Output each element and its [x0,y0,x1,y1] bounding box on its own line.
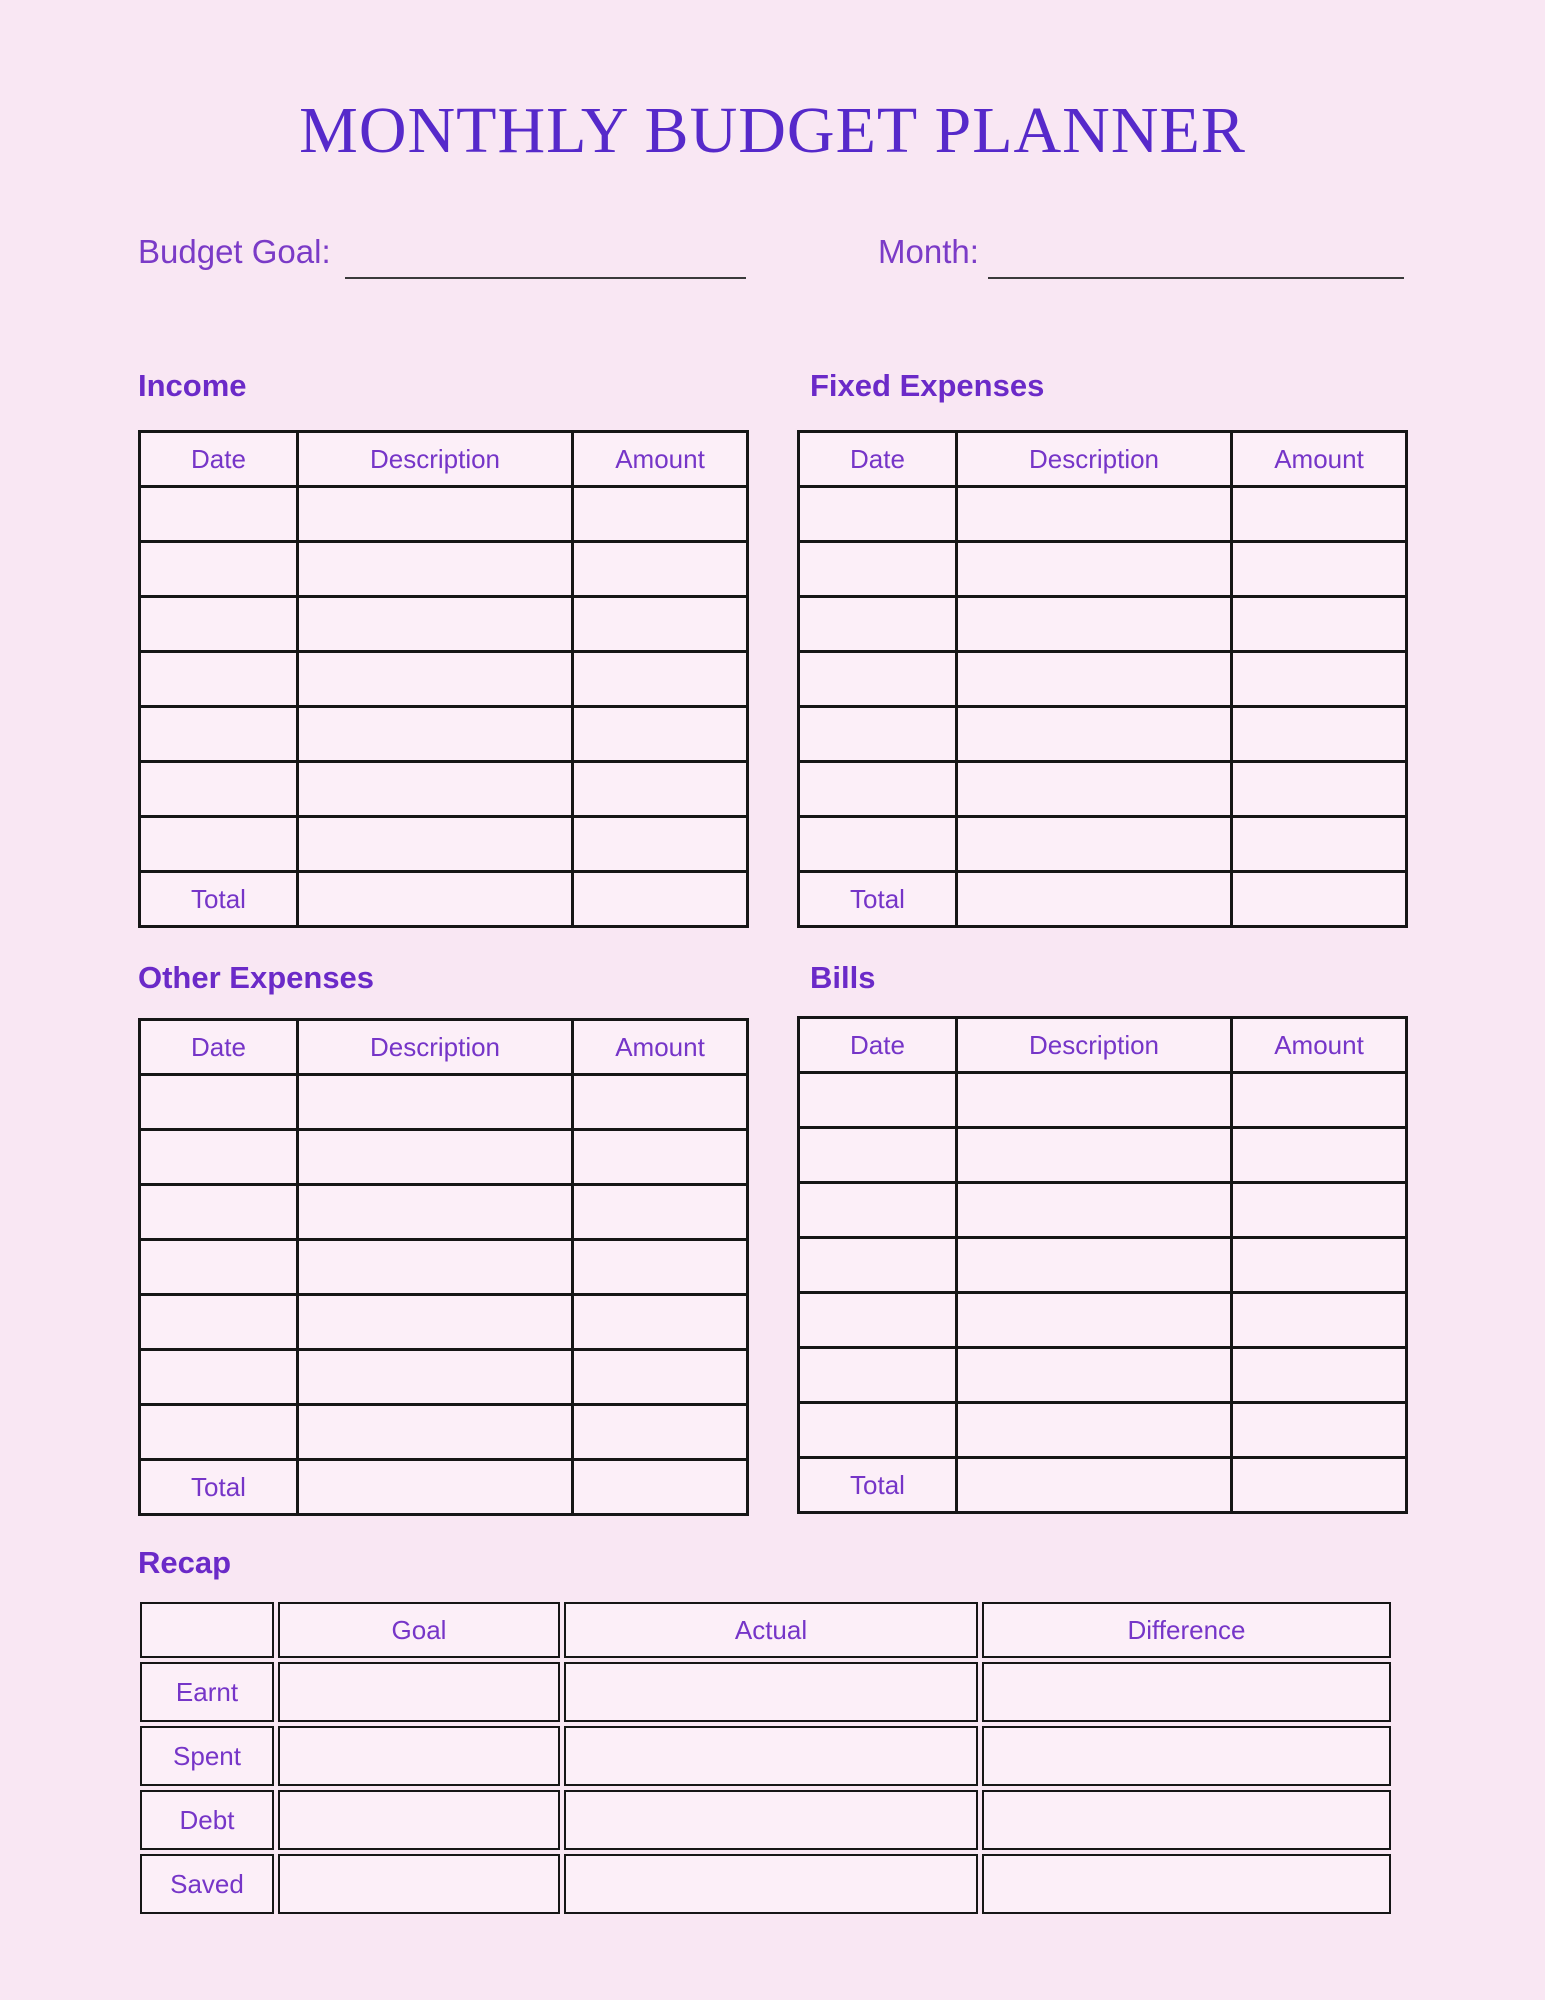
empty-entry-cell[interactable] [298,1185,573,1240]
empty-entry-cell[interactable] [140,597,298,652]
empty-entry-cell[interactable] [799,1073,957,1128]
empty-entry-cell[interactable] [573,1240,748,1295]
empty-entry-cell[interactable] [573,1405,748,1460]
empty-entry-cell[interactable] [298,652,573,707]
debt-actual-cell[interactable] [564,1790,978,1850]
entry-row [140,1350,748,1405]
entry-row [799,652,1407,707]
empty-entry-cell[interactable] [799,652,957,707]
empty-entry-cell[interactable] [298,1240,573,1295]
empty-entry-cell[interactable] [799,1293,957,1348]
budget-goal-fill-line[interactable] [345,277,746,279]
saved-row-label: Saved [140,1854,274,1914]
empty-entry-cell[interactable] [957,1073,1232,1128]
debt-difference-cell[interactable] [982,1790,1391,1850]
empty-entry-cell[interactable] [799,1403,957,1458]
page-title: MONTHLY BUDGET PLANNER [299,94,1246,167]
fixed-expenses-section-heading: Fixed Expenses [810,368,1045,403]
empty-entry-cell[interactable] [298,1405,573,1460]
debt-row-label: Debt [140,1790,274,1850]
bills-entry-rows [799,1073,1407,1458]
difference-column-header: Difference [982,1602,1391,1658]
empty-entry-cell[interactable] [298,817,573,872]
earnt-goal-cell[interactable] [278,1662,560,1722]
income-section-heading: Income [138,368,247,403]
total-label: Total [140,872,298,927]
recap-row-debt [140,1790,1391,1850]
empty-entry-cell[interactable] [140,1185,298,1240]
empty-entry-cell[interactable] [799,487,957,542]
empty-entry-cell[interactable] [573,652,748,707]
empty-entry-cell[interactable] [573,1185,748,1240]
empty-entry-cell[interactable] [957,1348,1232,1403]
recap-row-spent [140,1726,1391,1786]
recap-header-row [140,1602,1391,1658]
empty-entry-cell[interactable] [573,542,748,597]
total-description-cell[interactable] [957,872,1232,927]
fixed-expenses-table [797,430,1408,928]
actual-column-header: Actual [564,1602,978,1658]
other-expenses-total-row [140,1460,748,1515]
entry-row [140,597,748,652]
entry-row [140,1075,748,1130]
entry-row [140,1185,748,1240]
entry-row [799,487,1407,542]
earnt-actual-cell[interactable] [564,1662,978,1722]
entry-row [140,487,748,542]
entry-row [140,817,748,872]
empty-entry-cell[interactable] [957,597,1232,652]
entry-row [799,597,1407,652]
entry-row [140,1405,748,1460]
bills-total-row [799,1458,1407,1513]
empty-entry-cell[interactable] [799,1238,957,1293]
budget-goal-label: Budget Goal: [138,233,331,270]
total-label: Total [799,1458,957,1513]
date-column-header: Date [140,432,298,487]
spent-goal-cell[interactable] [278,1726,560,1786]
recap-section-heading: Recap [138,1545,232,1580]
total-amount-cell[interactable] [573,872,748,927]
debt-goal-cell[interactable] [278,1790,560,1850]
goal-column-header: Goal [278,1602,560,1658]
entry-row [140,1240,748,1295]
earnt-difference-cell[interactable] [982,1662,1391,1722]
saved-actual-cell[interactable] [564,1854,978,1914]
empty-entry-cell[interactable] [799,817,957,872]
empty-entry-cell[interactable] [140,1075,298,1130]
empty-entry-cell[interactable] [957,817,1232,872]
empty-entry-cell[interactable] [298,762,573,817]
empty-entry-cell[interactable] [573,1130,748,1185]
empty-entry-cell[interactable] [140,707,298,762]
saved-difference-cell[interactable] [982,1854,1391,1914]
entry-row [140,762,748,817]
empty-entry-cell[interactable] [799,707,957,762]
empty-entry-cell[interactable] [573,487,748,542]
other-expenses-entry-rows [140,1075,748,1460]
bills-header-row [799,1018,1407,1073]
recap-corner-cell [140,1602,274,1658]
entry-row [799,1183,1407,1238]
total-description-cell[interactable] [298,872,573,927]
empty-entry-cell[interactable] [1232,542,1407,597]
entry-row [799,1403,1407,1458]
entry-row [799,762,1407,817]
empty-entry-cell[interactable] [140,1130,298,1185]
total-label: Total [799,872,957,927]
empty-entry-cell[interactable] [799,542,957,597]
empty-entry-cell[interactable] [799,1128,957,1183]
empty-entry-cell[interactable] [140,652,298,707]
entry-row [140,1295,748,1350]
empty-entry-cell[interactable] [573,1295,748,1350]
empty-entry-cell[interactable] [298,1075,573,1130]
empty-entry-cell[interactable] [799,1183,957,1238]
description-column-header: Description [298,432,573,487]
empty-entry-cell[interactable] [957,1183,1232,1238]
other-expenses-section-heading: Other Expenses [138,960,375,995]
entry-row [799,707,1407,762]
income-header-row [140,432,748,487]
empty-entry-cell[interactable] [957,1128,1232,1183]
empty-entry-cell[interactable] [1232,762,1407,817]
empty-entry-cell[interactable] [298,487,573,542]
earnt-row-label: Earnt [140,1662,274,1722]
empty-entry-cell[interactable] [298,542,573,597]
spent-difference-cell[interactable] [982,1726,1391,1786]
empty-entry-cell[interactable] [799,597,957,652]
empty-entry-cell[interactable] [957,707,1232,762]
entry-row [799,1293,1407,1348]
empty-entry-cell[interactable] [957,1293,1232,1348]
empty-entry-cell[interactable] [140,1240,298,1295]
empty-entry-cell[interactable] [298,707,573,762]
empty-entry-cell[interactable] [140,1405,298,1460]
entry-row [140,652,748,707]
entry-row [140,542,748,597]
other-expenses-table [138,1018,749,1516]
empty-entry-cell[interactable] [140,487,298,542]
total-description-cell[interactable] [957,1458,1232,1513]
empty-entry-cell[interactable] [1232,652,1407,707]
amount-column-header: Amount [1232,432,1407,487]
empty-entry-cell[interactable] [957,1403,1232,1458]
date-column-header: Date [799,1018,957,1073]
entry-row [799,1238,1407,1293]
empty-entry-cell[interactable] [573,707,748,762]
empty-entry-cell[interactable] [140,817,298,872]
empty-entry-cell[interactable] [799,762,957,817]
bills-section-heading: Bills [810,960,876,995]
entry-row [140,707,748,762]
empty-entry-cell[interactable] [957,542,1232,597]
date-column-header: Date [140,1020,298,1075]
empty-entry-cell[interactable] [298,597,573,652]
empty-entry-cell[interactable] [1232,1183,1407,1238]
empty-entry-cell[interactable] [799,1348,957,1403]
recap-row-saved [140,1854,1391,1914]
empty-entry-cell[interactable] [957,1238,1232,1293]
empty-entry-cell[interactable] [1232,1293,1407,1348]
amount-column-header: Amount [1232,1018,1407,1073]
fixed-expenses-entry-rows [799,487,1407,872]
income-entry-rows [140,487,748,872]
entry-row [799,1073,1407,1128]
empty-entry-cell[interactable] [957,762,1232,817]
income-table [138,430,749,928]
empty-entry-cell[interactable] [1232,1403,1407,1458]
total-label: Total [140,1460,298,1515]
fixed-expenses-total-row [799,872,1407,927]
recap-row-earnt [140,1662,1391,1722]
amount-column-header: Amount [573,1020,748,1075]
empty-entry-cell[interactable] [140,542,298,597]
total-description-cell[interactable] [298,1460,573,1515]
empty-entry-cell[interactable] [1232,1073,1407,1128]
empty-entry-cell[interactable] [573,1075,748,1130]
empty-entry-cell[interactable] [140,1350,298,1405]
spent-actual-cell[interactable] [564,1726,978,1786]
date-column-header: Date [799,432,957,487]
entry-row [799,542,1407,597]
empty-entry-cell[interactable] [298,1350,573,1405]
empty-entry-cell[interactable] [957,652,1232,707]
empty-entry-cell[interactable] [298,1130,573,1185]
description-column-header: Description [957,432,1232,487]
empty-entry-cell[interactable] [1232,1128,1407,1183]
entry-row [799,1348,1407,1403]
total-amount-cell[interactable] [573,1460,748,1515]
empty-entry-cell[interactable] [1232,817,1407,872]
entry-row [799,1128,1407,1183]
recap-table [136,1598,1395,1918]
empty-entry-cell[interactable] [1232,597,1407,652]
empty-entry-cell[interactable] [1232,487,1407,542]
spent-row-label: Spent [140,1726,274,1786]
empty-entry-cell[interactable] [298,1295,573,1350]
entry-row [799,817,1407,872]
month-label: Month: [878,233,979,270]
income-total-row [140,872,748,927]
total-amount-cell[interactable] [1232,1458,1407,1513]
bills-table [797,1016,1408,1514]
empty-entry-cell[interactable] [573,597,748,652]
entry-row [140,1130,748,1185]
empty-entry-cell[interactable] [1232,1348,1407,1403]
amount-column-header: Amount [573,432,748,487]
empty-entry-cell[interactable] [1232,707,1407,762]
description-column-header: Description [957,1018,1232,1073]
empty-entry-cell[interactable] [573,1350,748,1405]
description-column-header: Description [298,1020,573,1075]
empty-entry-cell[interactable] [1232,1238,1407,1293]
saved-goal-cell[interactable] [278,1854,560,1914]
fixed-expenses-header-row [799,432,1407,487]
empty-entry-cell[interactable] [140,1295,298,1350]
total-amount-cell[interactable] [1232,872,1407,927]
empty-entry-cell[interactable] [140,762,298,817]
empty-entry-cell[interactable] [573,817,748,872]
other-expenses-header-row [140,1020,748,1075]
empty-entry-cell[interactable] [573,762,748,817]
month-fill-line[interactable] [988,277,1404,279]
empty-entry-cell[interactable] [957,487,1232,542]
